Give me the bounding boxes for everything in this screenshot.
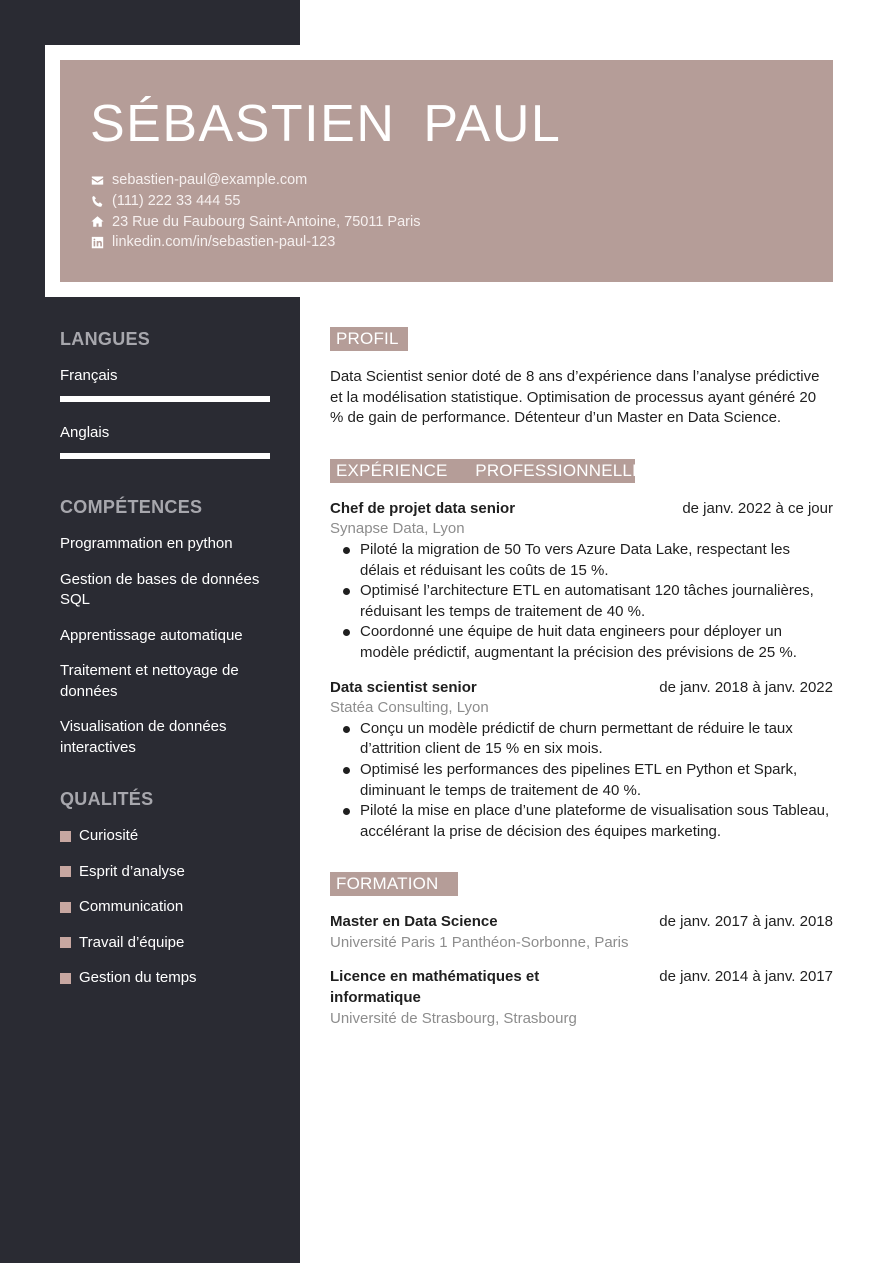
job-bullet: Optimisé les performances des pipelines ETL en Python et Spark, diminuant le temps de traitement de 40 %. bbox=[360, 760, 833, 801]
experience-title: EXPÉRIENCE PROFESSIONNELLE bbox=[330, 459, 635, 483]
quality-item bbox=[60, 862, 270, 882]
job-bullets bbox=[330, 719, 833, 843]
job-entry bbox=[330, 499, 833, 664]
quality-label: Communication bbox=[79, 898, 184, 916]
quality-item bbox=[60, 968, 270, 988]
job-entry bbox=[330, 678, 833, 843]
education-dates: de janv. 2017 à janv. 2018 bbox=[659, 913, 833, 931]
job-bullet: Piloté la mise en place d’une plateforme de visualisation sous Tableau, accélérant la prise de décision des équipes marketing. bbox=[360, 801, 833, 842]
languages-title: LANGUES bbox=[60, 329, 151, 349]
job-dates: de janv. 2018 à janv. 2022 bbox=[659, 678, 833, 696]
language-level-bar bbox=[60, 396, 270, 402]
contact-phone-text: (111) 222 33 444 55 bbox=[112, 193, 241, 210]
education-school: Université de Strasbourg, Strasbourg bbox=[330, 1009, 577, 1027]
job-company: Statéa Consulting, Lyon bbox=[330, 699, 489, 717]
main-content bbox=[330, 327, 833, 1029]
contact-email-text: sebastien-paul@example.com bbox=[112, 172, 308, 189]
quality-label: Esprit d’analyse bbox=[79, 862, 185, 880]
phone-icon bbox=[90, 194, 104, 208]
education-title: FORMATION bbox=[330, 872, 458, 896]
job-bullets bbox=[330, 540, 833, 664]
skill-item: Apprentissage automatique bbox=[60, 626, 243, 644]
language-name: Anglais bbox=[60, 424, 110, 441]
contact-address bbox=[90, 211, 420, 232]
job-header bbox=[330, 678, 833, 699]
education-degree: Master en Data Science bbox=[330, 913, 498, 931]
education-entry bbox=[330, 912, 833, 953]
contact-email[interactable] bbox=[90, 170, 420, 191]
job-company: Synapse Data, Lyon bbox=[330, 520, 465, 538]
job-dates: de janv. 2022 à ce jour bbox=[682, 499, 833, 517]
skill-item: Traitement et nettoyage de données bbox=[60, 662, 239, 700]
contact-linkedin-text: linkedin.com/in/sebastien-paul-123 bbox=[112, 234, 336, 251]
skill-item: Visualisation de données interactives bbox=[60, 718, 227, 756]
square-bullet-icon bbox=[60, 973, 71, 984]
home-icon bbox=[90, 215, 104, 229]
skill-item: Programmation en python bbox=[60, 535, 233, 552]
language-level-bar bbox=[60, 453, 270, 459]
education-header bbox=[330, 967, 833, 1008]
job-header bbox=[330, 499, 833, 520]
education-dates: de janv. 2014 à janv. 2017 bbox=[659, 968, 833, 986]
profile-summary: Data Scientist senior doté de 8 ans d’expérience dans l’analyse prédictive et la modélisation statistique. Optimisation de processus ayant généré 20 % de gain de performance. Détenteur d’un Master en Data Science. bbox=[330, 368, 820, 427]
contact-list bbox=[90, 170, 420, 253]
quality-label: Curiosité bbox=[79, 827, 139, 844]
sidebar bbox=[60, 320, 270, 988]
job-bullet: Optimisé l’architecture ETL en automatisant 120 tâches journalières, réduisant les temps de traitement de 40 %. bbox=[360, 581, 833, 622]
education-entry bbox=[330, 967, 833, 1029]
quality-item bbox=[60, 897, 270, 917]
contact-linkedin[interactable] bbox=[90, 232, 420, 253]
job-title: Chef de projet data senior bbox=[330, 499, 516, 517]
linkedin-icon bbox=[90, 235, 104, 249]
square-bullet-icon bbox=[60, 902, 71, 913]
candidate-name: SÉBASTIEN PAUL bbox=[90, 95, 562, 153]
skills-title: COMPÉTENCES bbox=[60, 497, 203, 517]
job-title: Data scientist senior bbox=[330, 678, 477, 696]
education-school: Université Paris 1 Panthéon-Sorbonne, Paris bbox=[330, 933, 629, 951]
language-name: Français bbox=[60, 367, 118, 384]
square-bullet-icon bbox=[60, 866, 71, 877]
job-bullet: Piloté la migration de 50 To vers Azure Data Lake, respectant les délais et réduisant les coûts de 15 %. bbox=[360, 540, 833, 581]
quality-label: Gestion du temps bbox=[79, 969, 197, 987]
square-bullet-icon bbox=[60, 937, 71, 948]
envelope-icon bbox=[90, 173, 104, 187]
quality-item bbox=[60, 933, 270, 953]
contact-address-text: 23 Rue du Faubourg Saint-Antoine, 75011 Paris bbox=[112, 213, 421, 230]
header bbox=[60, 60, 833, 282]
quality-item bbox=[60, 826, 270, 846]
job-bullet: Conçu un modèle prédictif de churn permettant de réduire le taux d’attrition client de 15 % en six mois. bbox=[360, 719, 833, 760]
qualities-title: QUALITÉS bbox=[60, 789, 154, 809]
profile-title: PROFIL bbox=[330, 327, 408, 351]
square-bullet-icon bbox=[60, 831, 71, 842]
education-degree: Licence en mathématiques et informatique bbox=[330, 968, 540, 1007]
quality-label: Travail d’équipe bbox=[79, 933, 185, 951]
skill-item: Gestion de bases de données SQL bbox=[60, 570, 260, 608]
contact-phone[interactable] bbox=[90, 191, 420, 212]
education-header bbox=[330, 912, 833, 933]
job-bullet: Coordonné une équipe de huit data engineers pour déployer un modèle prédictif, augmentant la précision des prévisions de 25 %. bbox=[360, 622, 833, 663]
